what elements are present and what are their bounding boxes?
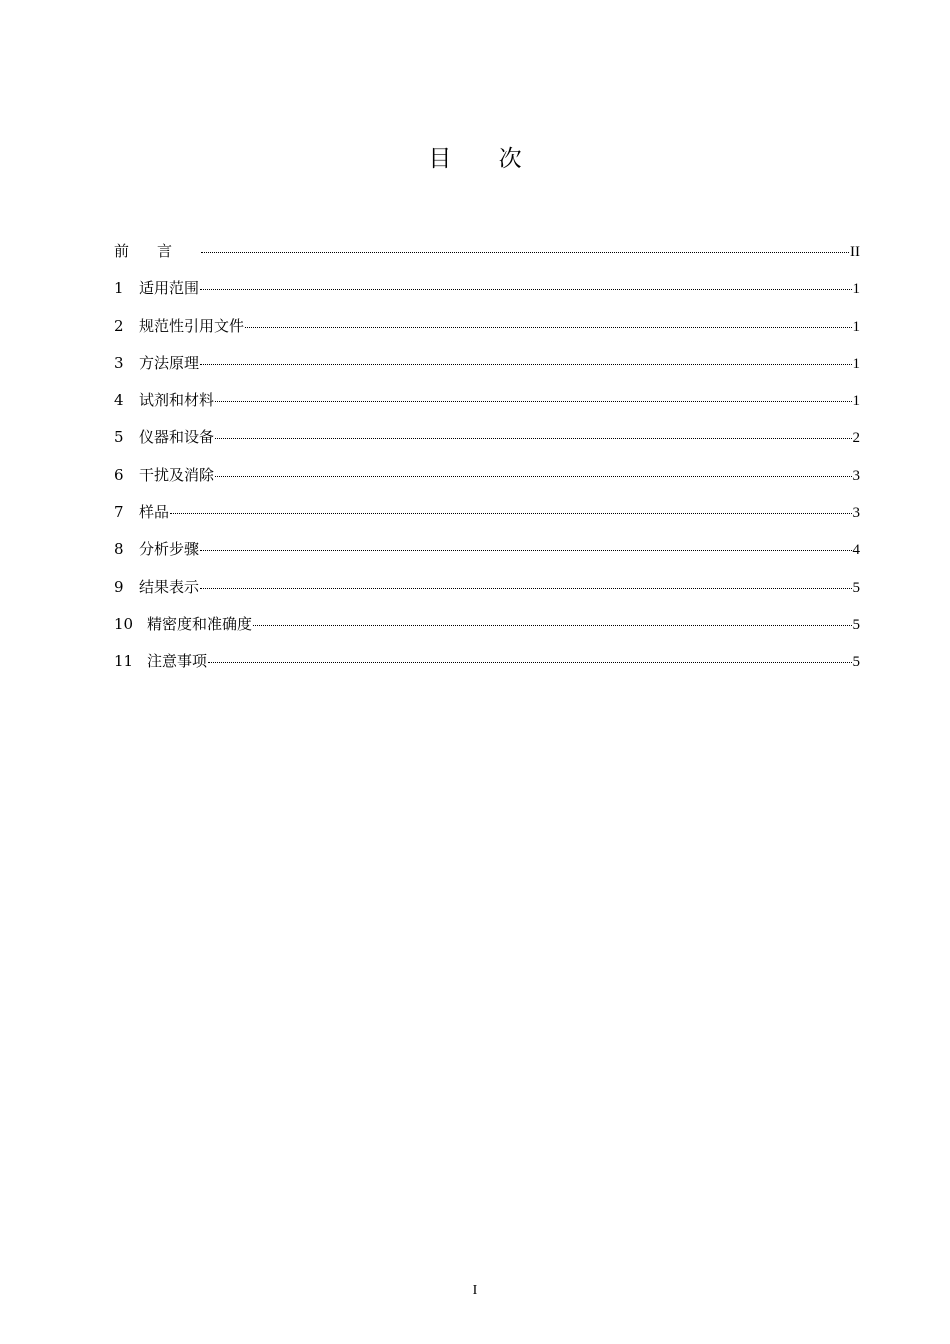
toc-entry-page: 3 bbox=[852, 505, 860, 522]
toc-entry-page: 5 bbox=[852, 616, 860, 633]
toc-entry-label: 规范性引用文件 bbox=[139, 316, 245, 335]
toc-entry-label: 适用范围 bbox=[139, 279, 200, 298]
toc-entry-label: 仪器和设备 bbox=[139, 428, 215, 447]
toc-entry-number: 11 bbox=[114, 652, 134, 671]
toc-entry-label: 干扰及消除 bbox=[139, 465, 215, 484]
toc-entry-page: 2 bbox=[852, 430, 860, 447]
toc-entry-label: 分析步骤 bbox=[139, 540, 200, 559]
toc-entry-page: 1 bbox=[852, 281, 860, 298]
toc-entry-number: 8 bbox=[114, 540, 124, 559]
toc-entry-page: 5 bbox=[852, 579, 860, 596]
toc-dot-leader bbox=[200, 289, 851, 290]
toc-entry-label: 样品 bbox=[139, 503, 170, 522]
toc-entry-1[interactable] bbox=[114, 270, 860, 307]
toc-dot-leader bbox=[208, 662, 851, 663]
table-of-contents bbox=[114, 233, 860, 681]
toc-entry-page: 3 bbox=[852, 467, 860, 484]
toc-entry-9[interactable] bbox=[114, 569, 860, 606]
toc-entry-page: 1 bbox=[852, 318, 860, 335]
toc-dot-leader bbox=[200, 550, 851, 551]
toc-entry-4[interactable] bbox=[114, 382, 860, 419]
toc-entry-label: 注意事项 bbox=[147, 652, 208, 671]
toc-dot-leader bbox=[215, 438, 851, 439]
page-title: 目 次 bbox=[428, 146, 542, 172]
toc-entry-label: 方法原理 bbox=[139, 353, 200, 372]
toc-entry-10[interactable] bbox=[114, 606, 860, 643]
toc-entry-3[interactable] bbox=[114, 345, 860, 382]
toc-entry-page: 1 bbox=[852, 393, 860, 410]
toc-dot-leader bbox=[170, 513, 851, 514]
page-number: I bbox=[472, 1283, 478, 1298]
toc-entry-label: 前言 bbox=[114, 242, 201, 260]
toc-entry-number: 9 bbox=[114, 577, 124, 596]
toc-entry-number: 2 bbox=[114, 316, 124, 335]
toc-entry-5[interactable] bbox=[114, 419, 860, 456]
toc-dot-leader bbox=[245, 327, 851, 328]
toc-dot-leader bbox=[253, 625, 851, 626]
toc-entry-label: 试剂和材料 bbox=[139, 391, 215, 410]
toc-entry-11[interactable] bbox=[114, 643, 860, 680]
toc-entry-7[interactable] bbox=[114, 494, 860, 531]
toc-entry-number: 4 bbox=[114, 391, 124, 410]
toc-dot-leader bbox=[201, 252, 849, 253]
toc-entry-number: 6 bbox=[114, 465, 124, 484]
toc-entry-number: 5 bbox=[114, 428, 124, 447]
toc-dot-leader bbox=[200, 364, 851, 365]
toc-dot-leader bbox=[215, 401, 851, 402]
toc-entry-number: 1 bbox=[114, 279, 124, 298]
toc-entry-number: 10 bbox=[114, 614, 134, 633]
toc-entry-8[interactable] bbox=[114, 531, 860, 568]
toc-entry-page: 4 bbox=[852, 542, 860, 559]
toc-entry-foreword[interactable] bbox=[114, 233, 860, 270]
toc-entry-6[interactable] bbox=[114, 457, 860, 494]
toc-entry-label: 精密度和准确度 bbox=[147, 614, 253, 633]
toc-dot-leader bbox=[200, 588, 851, 589]
toc-entry-page: II bbox=[850, 244, 860, 260]
toc-entry-page: 5 bbox=[852, 654, 860, 671]
toc-entry-2[interactable] bbox=[114, 308, 860, 345]
toc-entry-number: 7 bbox=[114, 503, 124, 522]
toc-entry-number: 3 bbox=[114, 353, 124, 372]
toc-entry-label: 结果表示 bbox=[139, 577, 200, 596]
toc-entry-page: 1 bbox=[852, 355, 860, 372]
toc-dot-leader bbox=[215, 476, 851, 477]
